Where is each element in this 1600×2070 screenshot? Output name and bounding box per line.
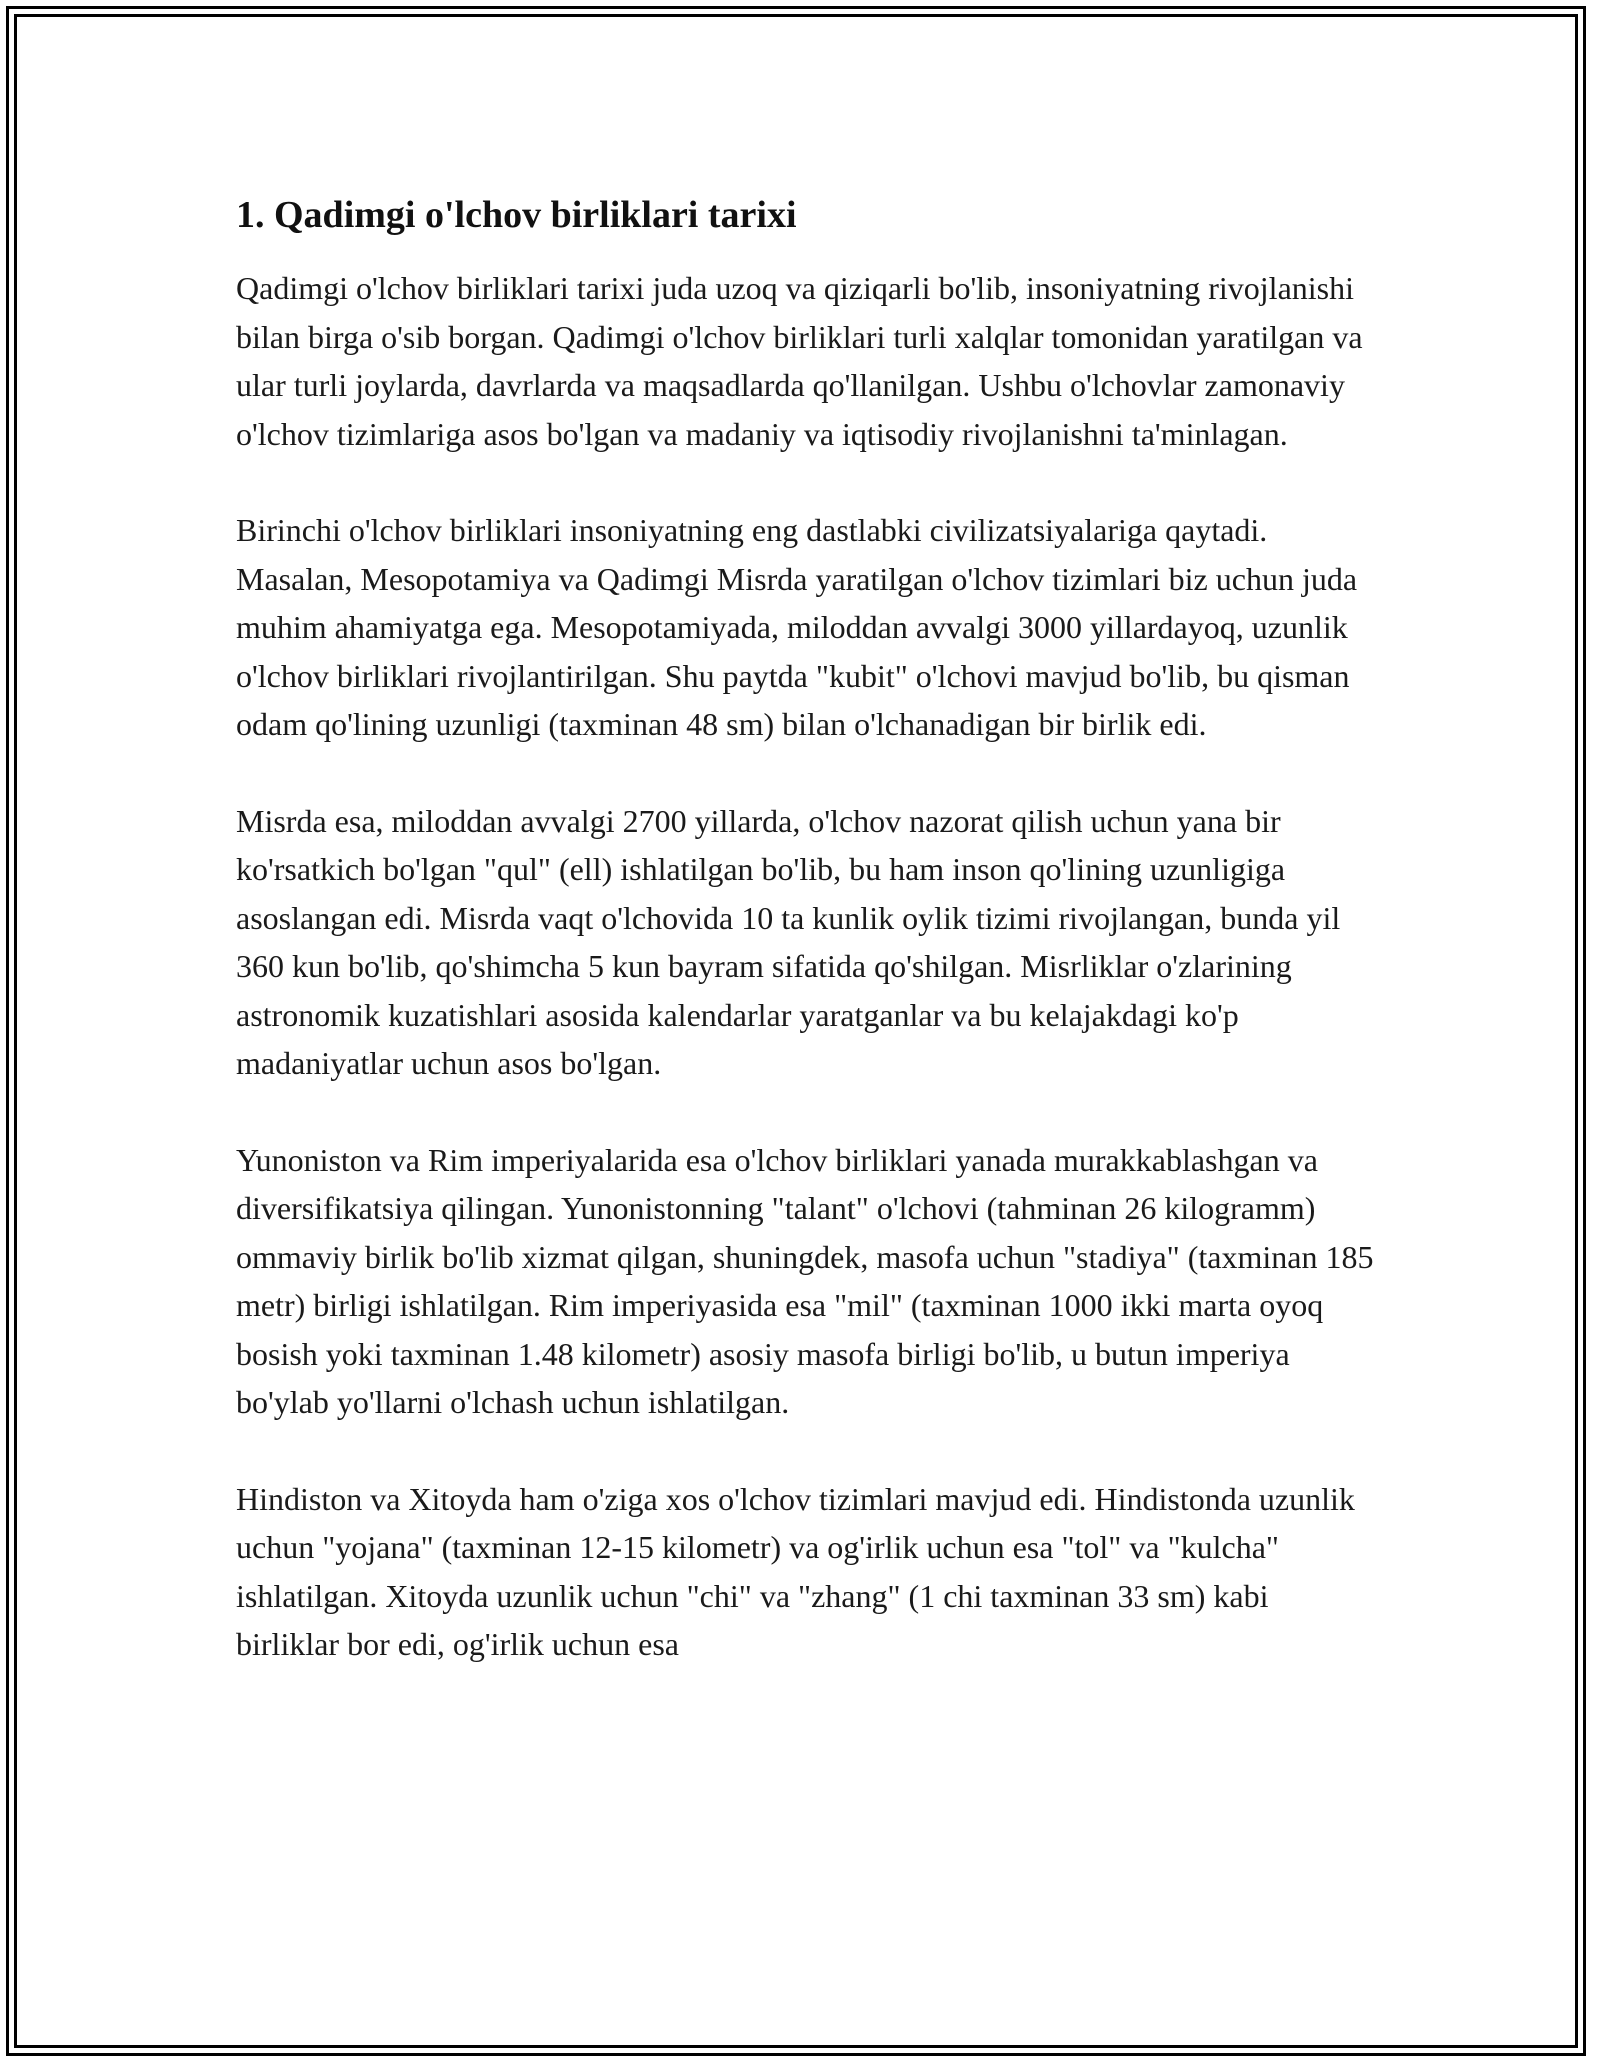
paragraph-intro: Qadimgi o'lchov birliklari tarixi juda uzoq va qiziqarli bo'lib, insoniyatning rivojlanishi bilan birga o'sib borgan. Qadimgi o'lchov birliklari turli xalqlar tomonidan yaratilgan va ular turli joylarda, davrlarda va maqsadlarda qo'llanilgan. Ushbu o'lchovlar zamonaviy o'lchov tizimlariga asos bo'lgan va madaniy va iqtisodiy rivojlanishni ta'minlagan. [236, 270, 1363, 452]
paragraph-egypt: Misrda esa, miloddan avvalgi 2700 yillarda, o'lchov nazorat qilish uchun yana bir ko'rsatkich bo'lgan "qul" (ell) ishlatilgan bo'lib, bu ham inson qo'lining uzunligiga asoslangan edi. Misrda vaqt o'lchovida 10 ta kunlik oylik tizimi rivojlangan, bunda yil 360 kun bo'lib, qo'shimcha 5 kun bayram sifatida qo'shilgan. Misrliklar o'zlarining astronomik kuzatishlari asosida kalendarlar yaratganlar va bu kelajakdagi ko'p madaniyatlar uchun asos bo'lgan. [236, 802, 1341, 1081]
section-heading: 1. Qadimgi o'lchov birliklari tarixi [236, 194, 797, 236]
document-body [236, 188, 1376, 1717]
paragraph-india-china: Hindiston va Xitoyda ham o'ziga xos o'lchov tizimlari mavjud edi. Hindistonda uzunlik uchun "yojana" (taxminan 12-15 kilometr) va og'irlik uchun esa "tol" va "kulcha" ishlatilgan. Xitoyda uzunlik uchun "chi" va "zhang" (1 chi taxminan 33 sm) kabi birliklar bor edi, og'irlik uchun esa [236, 1480, 1355, 1662]
paragraph-mesopotamia: Birinchi o'lchov birliklari insoniyatning eng dastlabki civilizatsiyalariga qaytadi. Masalan, Mesopotamiya va Qadimgi Misrda yaratilgan o'lchov tizimlari biz uchun juda muhim ahamiyatga ega. Mesopotamiyada, miloddan avvalgi 3000 yillardayoq, uzunlik o'lchov birliklari rivojlantirilgan. Shu paytda "kubit" o'lchovi mavjud bo'lib, bu qisman odam qo'lining uzunligi (taxminan 48 sm) bilan o'lchanadigan bir birlik edi. [236, 512, 1358, 742]
paragraph-greece-rome: Yunoniston va Rim imperiyalarida esa o'lchov birliklari yanada murakkablashgan va diversifikatsiya qilingan. Yunonistonning "talant" o'lchovi (tahminan 26 kilogramm) ommaviy birlik bo'lib xizmat qilgan, shuningdek, masofa uchun "stadiya" (taxminan 185 metr) birligi ishlatilgan. Rim imperiyasida esa "mil" (taxminan 1000 ikki marta oyoq bosish yoki taxminan 1.48 kilometr) asosiy masofa birligi bo'lib, u butun imperiya bo'ylab yo'llarni o'lchash uchun ishlatilgan. [236, 1141, 1374, 1420]
